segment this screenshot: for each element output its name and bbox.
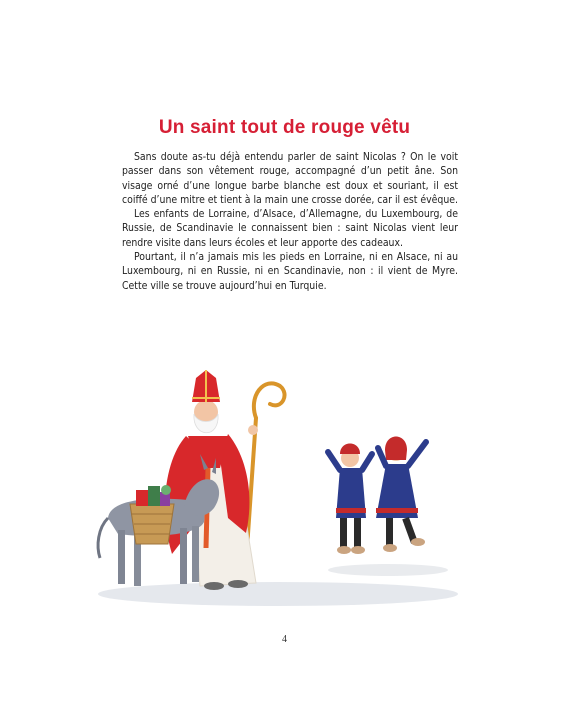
paragraph-2: Les enfants de Lorraine, d’Alsace, d’Allemagne, du Luxembourg, de Russie, de Scandinavie le connaissent bien : saint Nicolas vient leur rendre visite dans leurs écoles et leur apporte des cadeaux. — [122, 208, 458, 249]
page-title: Un saint tout de rouge vêtu — [158, 117, 411, 138]
children-figures — [328, 437, 426, 555]
body-text — [122, 150, 458, 293]
paragraph-1: Sans doute as-tu déjà entendu parler de saint Nicolas ? On le voit passer dans son vêtement rouge, accompagné d’un petit âne. Son visage orné d’une longue barbe blanche est doux et souriant, il est coiffé d’une mitre et tient à la main une crosse dorée, car il est évêque. — [122, 151, 458, 206]
page-number: 4 — [282, 634, 287, 645]
paragraph-3: Pourtant, il n’a jamais mis les pieds en Lorraine, ni en Alsace, ni au Luxembourg, ni en Russie, ni en Scandinavie, non : il vient de Myre. Cette ville se trouve aujourd’hui en Turquie. — [122, 251, 458, 292]
saint-nicolas-illustration — [88, 358, 480, 610]
